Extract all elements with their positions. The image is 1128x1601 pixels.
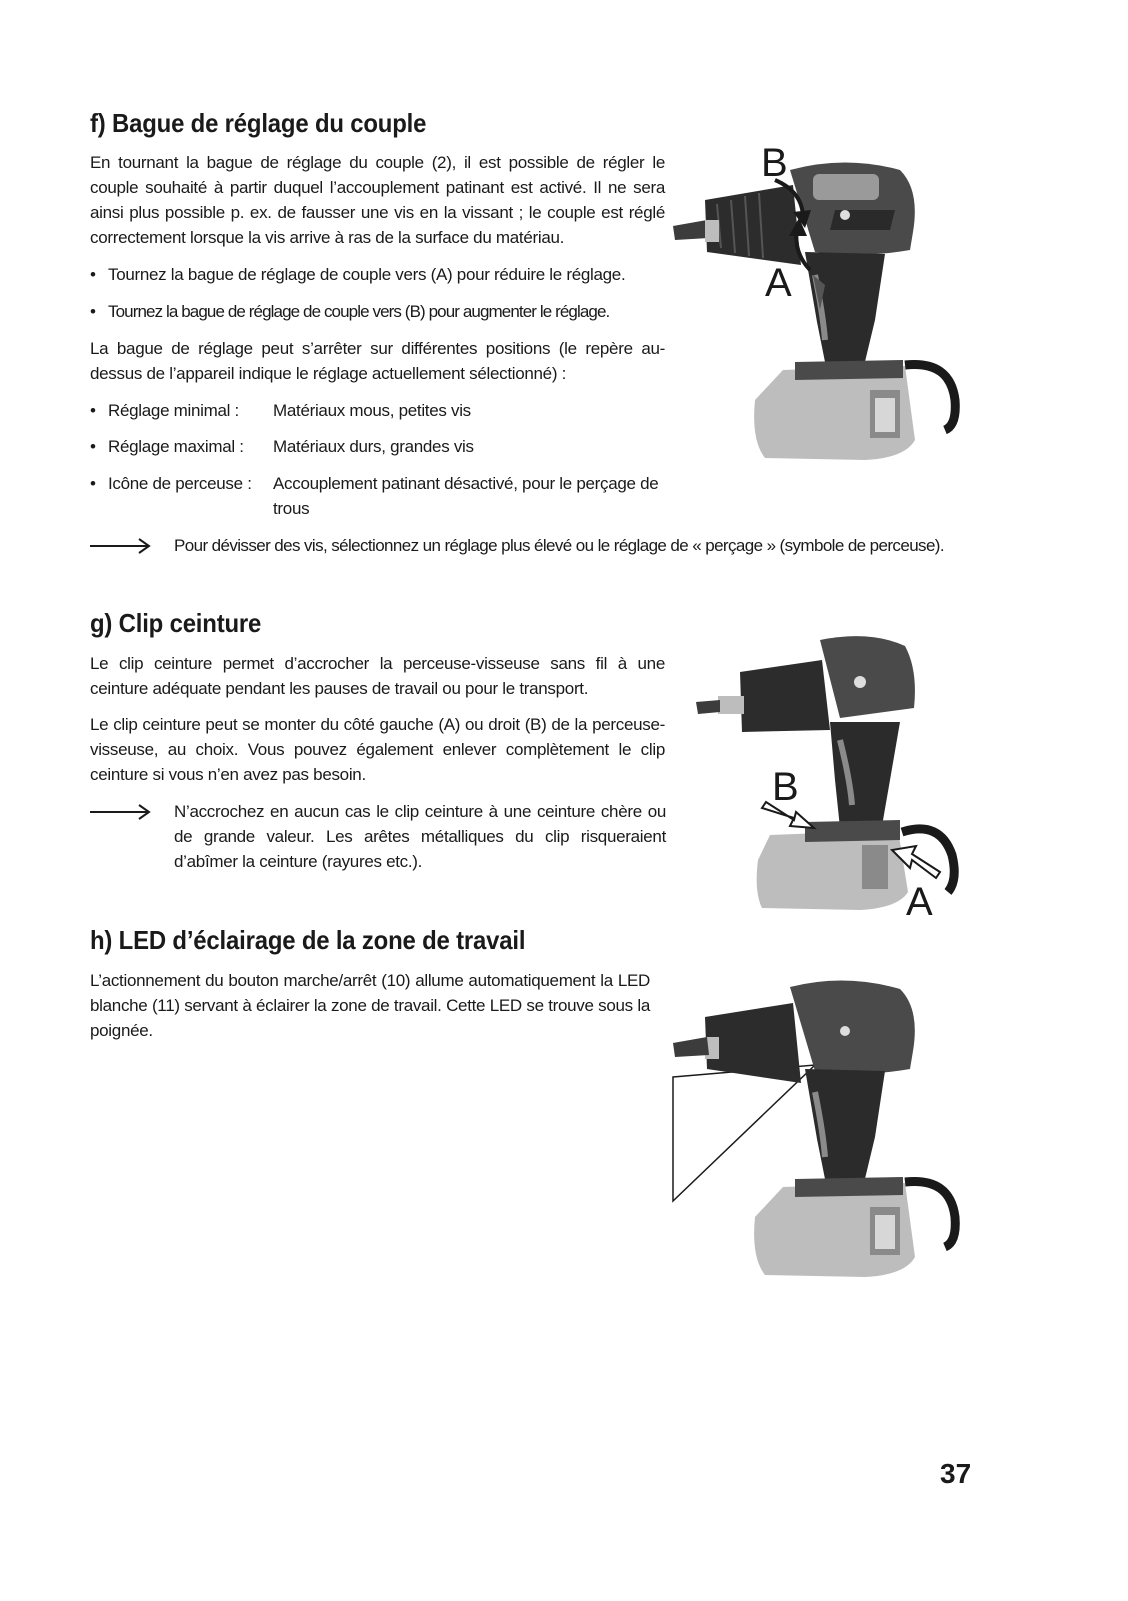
bullet-icon: •	[90, 302, 96, 321]
bullet-icon: •	[90, 437, 96, 456]
setting-row-drill	[90, 471, 670, 521]
section-f-note: Pour dévisser des vis, sélectionnez un réglage plus élevé ou le réglage de « perçage » (symbole de perceuse).	[174, 536, 944, 555]
section-f-heading: f) Bague de réglage du couple	[90, 108, 427, 138]
list-item	[90, 262, 670, 287]
section-h-heading: h) LED d’éclairage de la zone de travail	[90, 925, 526, 955]
section-g-heading: g) Clip ceinture	[90, 608, 262, 638]
section-g-paragraph-1: Le clip ceinture permet d’accrocher la perceuse-visseuse sans fil à une ceinture adéquate pendant les pauses de travail ou pour le transport.	[90, 654, 665, 698]
label-a: A	[906, 880, 933, 924]
label-b: B	[761, 141, 788, 185]
note-arrow-icon	[90, 804, 152, 820]
page-number: 37	[940, 1458, 972, 1489]
bullet-text: Tournez la bague de réglage de couple vers (A) pour réduire le réglage.	[108, 265, 626, 284]
setting-key: Réglage minimal :	[108, 401, 239, 420]
drill-torque-ring-figure	[665, 140, 965, 485]
setting-key: Réglage maximal :	[108, 437, 244, 456]
section-g-paragraph-2: Le clip ceinture peut se monter du côté gauche (A) ou droit (B) de la perceuse-visseuse, au choix. Vous pouvez également enlever complètement le clip ceinture si vous n’en avez pas besoin.	[90, 715, 665, 784]
setting-value: Matériaux durs, grandes vis	[273, 437, 474, 456]
label-b: B	[772, 765, 799, 809]
section-f-intro: En tournant la bague de réglage du couple (2), il est possible de régler le couple souhaité à partir duquel l’accouplement patinant est activé. Il ne sera ainsi plus possible p. ex. de fausser une vis en la vissant ; le couple est réglé correctement lorsque la vis arrive à ras de la surface du matériau.	[90, 153, 665, 247]
drill-led-light-figure	[665, 965, 965, 1285]
setting-value: Matériaux mous, petites vis	[273, 401, 471, 420]
bullet-icon: •	[90, 265, 96, 284]
setting-row-maximal	[90, 434, 670, 459]
list-item	[90, 299, 670, 324]
label-a: A	[765, 261, 792, 305]
bullet-text: Tournez la bague de réglage de couple vers (B) pour augmenter le réglage.	[108, 302, 610, 321]
setting-value: Accouplement patinant désactivé, pour le perçage de trous	[273, 474, 659, 518]
bullet-icon: •	[90, 474, 96, 493]
bullet-icon: •	[90, 401, 96, 420]
note-arrow-icon	[90, 538, 152, 554]
section-h-paragraph-1: L’actionnement du bouton marche/arrêt (10) allume automatiquement la LED blanche (11) servant à éclairer la zone de travail. Cette LED se trouve sous la poignée.	[90, 971, 650, 1040]
section-f-positions-intro: La bague de réglage peut s’arrêter sur différentes positions (le repère au-dessus de l’appareil indique le réglage actuellement sélectionné) :	[90, 339, 665, 383]
setting-row-minimal	[90, 398, 670, 423]
section-g-note: N’accrochez en aucun cas le clip ceinture à une ceinture chère ou de grande valeur. Les arêtes métalliques du clip risqueraient d’abîmer la ceinture (rayures etc.).	[174, 802, 666, 871]
drill-belt-clip-figure	[690, 630, 975, 930]
setting-key: Icône de perceuse :	[108, 474, 252, 493]
